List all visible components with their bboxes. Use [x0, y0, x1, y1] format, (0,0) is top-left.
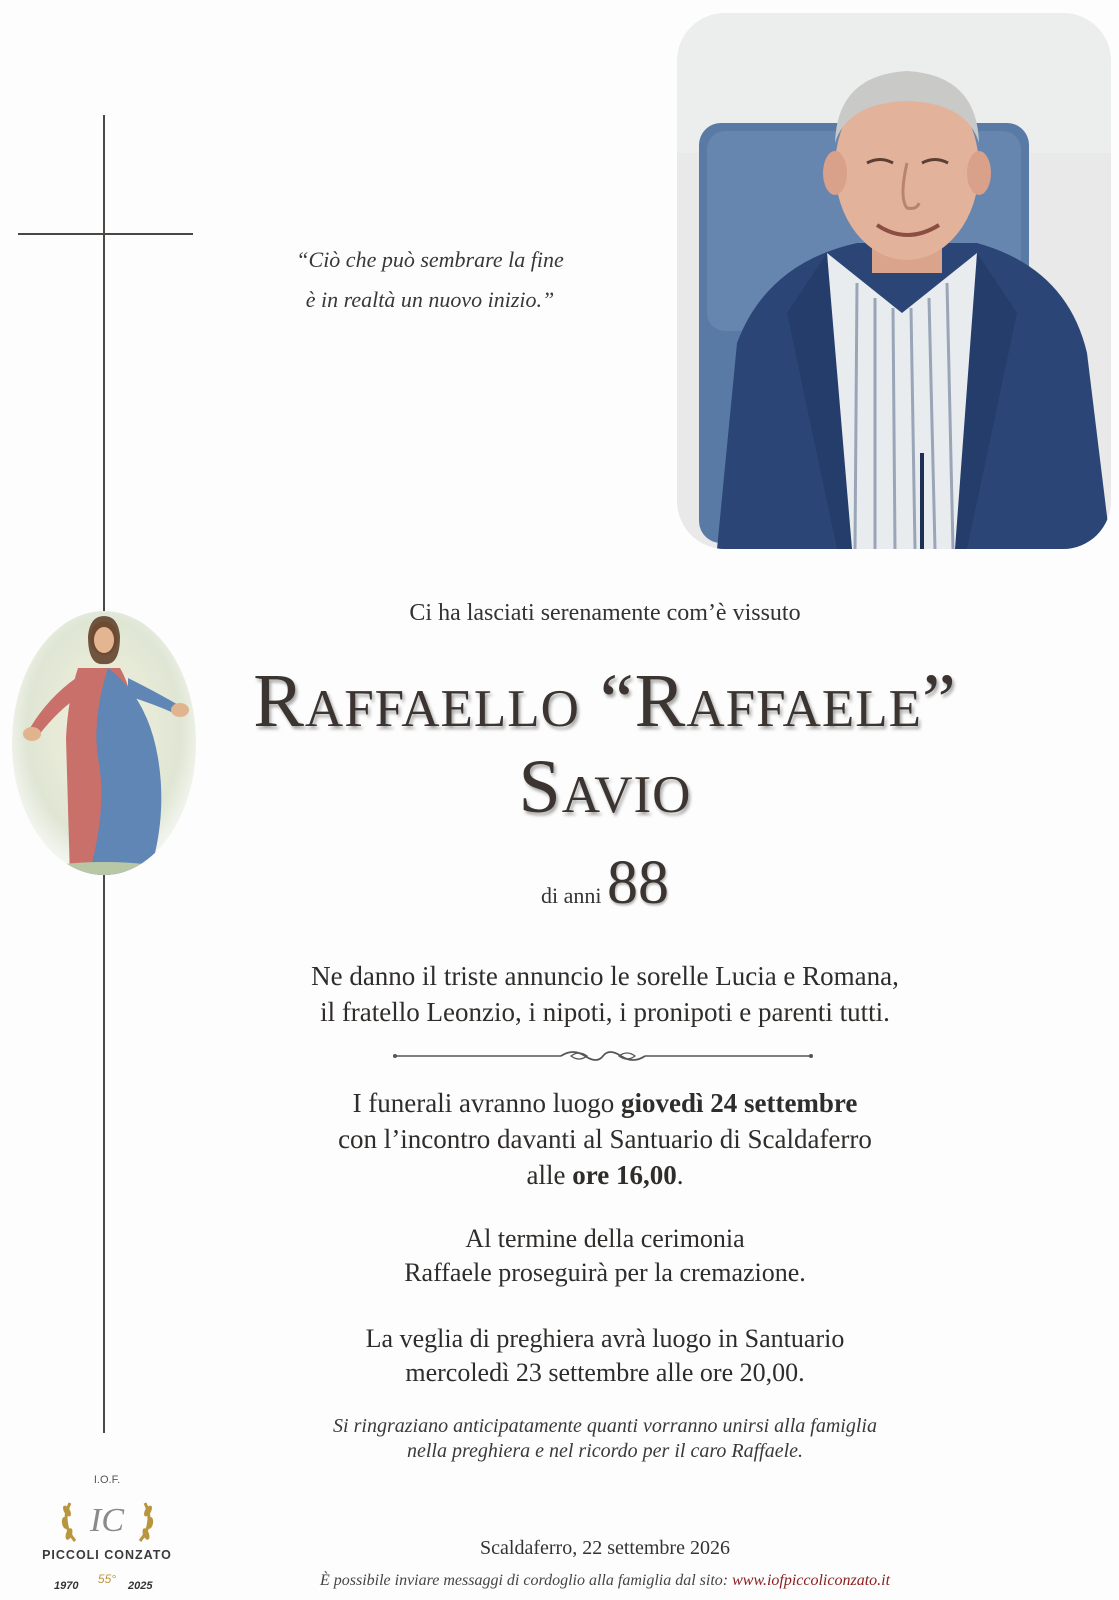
cremation-line-2: Raffaele proseguirà per la cremazione. [404, 1258, 806, 1287]
name-line-2: Savio [518, 745, 692, 829]
funeral-line-1 [0, 1085, 1119, 1121]
thanks-line-2: nella preghiera e nel ricordo per il caro Raffaele. [406, 1440, 804, 1462]
logo-anniversary: 55° [97, 1572, 117, 1586]
quote-line-2: è in realtà un nuovo inizio.” [305, 287, 555, 312]
cremation-line-1: Al termine della cerimonia [465, 1224, 745, 1253]
logo-year-end: 2025 [128, 1580, 153, 1592]
ornamental-divider [393, 1048, 813, 1064]
website-link[interactable]: www.iofpiccoliconzato.it [732, 1572, 891, 1589]
logo-monogram: IC [90, 1502, 124, 1539]
quote [220, 240, 640, 320]
announcement-line-2: il fratello Leonzio, i nipoti, i pronipoti e parenti tutti. [320, 997, 890, 1027]
age-value: 88 [607, 849, 669, 917]
funeral-time: ore 16,00 [572, 1160, 677, 1190]
vigil-line-1: La veglia di preghiera avrà luogo in Santuario [365, 1324, 845, 1353]
quote-line-1: “Ciò che può sembrare la fine [296, 247, 564, 272]
funeral-line-3-text: alle [526, 1160, 573, 1190]
funeral-line-1-text: I funerali avranno luogo [352, 1088, 621, 1118]
deceased-name [0, 658, 1119, 830]
thanks-note [0, 1414, 1119, 1464]
announcement [0, 958, 1119, 1030]
funeral-date: giovedì 24 settembre [620, 1088, 858, 1118]
portrait-photo [677, 13, 1111, 549]
logo-top-text: I.O.F. [93, 1474, 121, 1486]
place-and-date: Scaldaferro, 22 settembre 2026 [480, 1537, 730, 1559]
cremation-info [0, 1222, 1119, 1290]
announcement-line-1: Ne danno il triste annuncio le sorelle Lucia e Romana, [311, 961, 899, 991]
logo-year-start: 1970 [54, 1580, 79, 1592]
funeral-info [0, 1085, 1119, 1193]
thanks-line-1: Si ringraziano anticipatamente quanti vorranno unirsi alla famiglia [333, 1415, 877, 1437]
funeral-line-3-end: . [676, 1160, 684, 1190]
vigil-info [0, 1322, 1119, 1390]
logo-name: PICCOLI CONZATO [42, 1548, 172, 1562]
condolence-text: È possibile inviare messaggi di cordoglio alla famiglia dal sito: [319, 1572, 733, 1589]
age-prefix: di anni [541, 883, 602, 908]
funeral-line-2: con l’incontro davanti al Santuario di Scaldaferro [338, 1124, 872, 1154]
condolence-note [0, 1572, 1119, 1590]
funeral-line-3 [0, 1157, 1119, 1193]
name-line-1: Raffaello “Raffaele” [253, 659, 957, 743]
age [0, 848, 1119, 919]
cross-horizontal-line [18, 233, 193, 235]
intro-line: Ci ha lasciati serenamente com’è vissuto [409, 600, 801, 626]
vigil-line-2: mercoledì 23 settembre alle ore 20,00. [405, 1358, 805, 1387]
